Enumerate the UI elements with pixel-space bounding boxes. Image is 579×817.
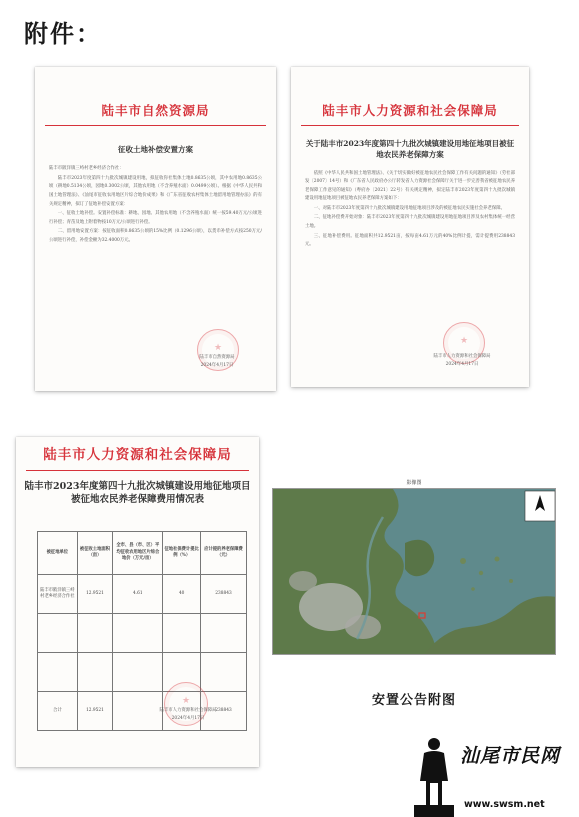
table-cell: 4.61 (113, 575, 163, 614)
table-cell: 238843 (200, 692, 246, 731)
document-title: 关于陆丰市2023年度第四十九批次城镇建设用地征地项目被征地农民养老保障方案 (305, 139, 515, 160)
statue-silhouette-icon (412, 735, 456, 817)
table-title: 陆丰市2023年度第四十九批次城镇建设用地征地项目被征地农民养老保障费用情况表 (24, 481, 251, 505)
table-cell (38, 614, 78, 653)
red-divider (45, 125, 266, 126)
map-label: 影像图 (406, 480, 422, 486)
table-cell (200, 653, 246, 692)
satellite-image (273, 489, 556, 655)
table-cell: 12.9521 (77, 575, 113, 614)
signature-date: 2024年4月17日 (171, 716, 205, 722)
column-header: 被征收土地面积（亩） (77, 532, 113, 575)
watermark-logo: 汕尾市民网 (460, 745, 561, 767)
table-cell (113, 614, 163, 653)
column-header: 应计提的养老保障费（元） (200, 532, 246, 575)
document-body (305, 170, 515, 250)
letterhead: 陆丰市自然资源局 (101, 103, 210, 118)
signature-block (128, 707, 248, 724)
map-image (272, 488, 556, 655)
watermark-url: www.swsm.net (464, 799, 545, 810)
table-row (38, 575, 247, 614)
signature-org: 陆丰市人力资源和社会保障局 (159, 708, 217, 713)
document-land-compensation (35, 67, 276, 391)
table-row (38, 653, 247, 692)
document-pension-fee-table (16, 437, 259, 767)
table-cell (38, 653, 78, 692)
table-cell: 238843 (200, 575, 246, 614)
map-caption: 安置公告附图 (371, 693, 456, 708)
letterhead: 陆丰市人力资源和社会保障局 (322, 103, 498, 118)
column-header: 全市、县（市、区）平均征收农用地区片综合地价（万元/亩） (113, 532, 163, 575)
page-heading: 附件： (24, 20, 102, 48)
document-pension-plan (291, 67, 529, 387)
signature-block (167, 354, 267, 371)
letterhead: 陆丰市人力资源和社会保障局 (43, 447, 232, 463)
table-header-row (38, 532, 247, 575)
addressee: 陆丰市陂洋镇三峙村老乡经济合作社： (49, 166, 124, 172)
signature-org: 陆丰市人力资源和社会保障局 (433, 354, 491, 359)
paragraph: 三、征地补偿费用。征地面积共12.9521亩，按每亩4.61万元的40%比例计提，需计提费用238843元。 (305, 233, 515, 248)
document-body (49, 165, 262, 245)
paragraph: 二、留用地安置方案：按征收面积0.8635公顷的15%比例（0.1296公顷），以货币补偿方式按250万元/公顷进行补偿，补偿金额为32.4000万元。 (49, 229, 262, 243)
table-cell (200, 614, 246, 653)
fee-table (37, 531, 247, 731)
signature-block (407, 353, 517, 370)
signature-org: 陆丰市自然资源局 (199, 355, 235, 360)
paragraph: 一、对陆丰市2023年度第四十九批次城镇建设用地征地项目涉及的被征地农民实施社会养老保障。 (313, 205, 505, 211)
table-cell: 40 (163, 575, 201, 614)
column-header: 征地社保费计提比例（%） (163, 532, 201, 575)
red-divider (26, 470, 249, 471)
table-cell (77, 653, 113, 692)
satellite-map (272, 480, 556, 655)
paragraph: 陆丰市2023年度第四十九批次城镇建设用地，拟征收你社集体土地0.8635公顷，其中农用地0.8635公顷（耕地0.5134公顷，园地0.3002公顷，其他农用地（不含养殖水面）0.0499公顷）。根据《中华人民共和国土地管理法》、《汕尾市征收农用地区片综合地价成果》和《广东省征收农村集体土地留用地管理办法》的有关规定精神，拟订了征地补偿安置方案： (49, 175, 262, 207)
table-cell: 合计 (38, 692, 78, 731)
table-cell: 12.9521 (77, 692, 113, 731)
red-divider (301, 125, 519, 126)
table-row (38, 614, 247, 653)
site-watermark (410, 735, 579, 817)
table-cell (163, 614, 201, 653)
signature-date: 2024年4月17日 (445, 362, 479, 368)
table-cell (113, 653, 163, 692)
signature-date: 2024年4月17日 (200, 363, 234, 369)
table-cell: 陆丰市陂洋镇三峙村老乡经济合作社 (38, 575, 78, 614)
document-title: 征收土地补偿安置方案 (118, 145, 193, 154)
paragraph: 一、征收土地补偿。安置补偿标准：耕地、园地、其他农用地（不含养殖水面）统一按59.40万元/公顷进行补偿；青苗及地上附着物按10万元/公顷进行补偿。 (49, 211, 262, 225)
column-header: 被征地单位 (38, 532, 78, 575)
paragraph: 依照《中华人民共和国土地管理法》、《关于切实做好被征地农民社会保障工作有关问题的通知》（劳社部发〔2007〕14号）和《广东省人民政府办公厅转发省人力资源社会保障厅关于进一步完善我省被征地农民养老保障工作意见的通知》（粤府办〔2021〕22号）有关规定精神，拟定陆丰市2023年度第四十九批次城镇建设用地征地项目被征地农民养老保障方案如下： (305, 170, 515, 202)
table-cell (77, 614, 113, 653)
paragraph: 二、征地补偿费开始对象：陆丰市2023年度第四十九批次城镇建设用地征地项目涉及农村集体统一经营土地。 (305, 215, 515, 229)
